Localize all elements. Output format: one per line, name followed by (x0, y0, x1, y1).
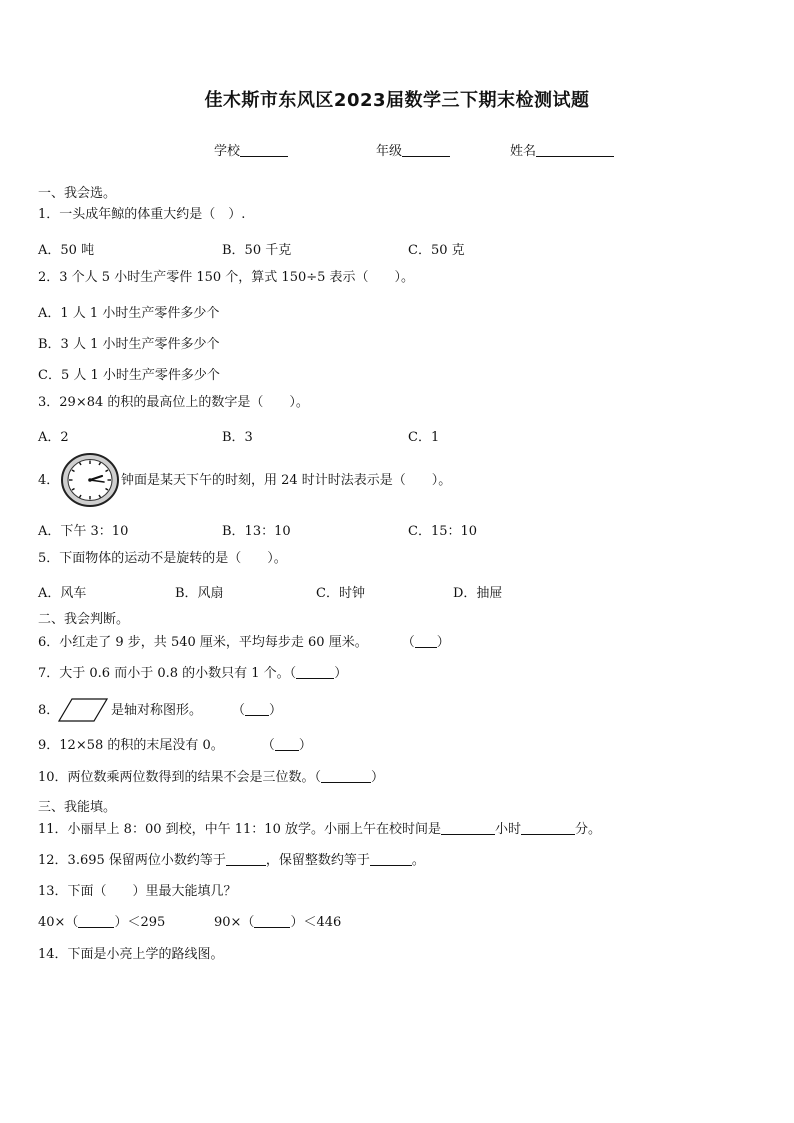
q6-paren-right: ） (436, 635, 450, 650)
question-11 (38, 822, 601, 838)
q11-minutes-blank[interactable] (521, 822, 575, 835)
q11-hours-label: 小时 (494, 822, 521, 837)
question-5: 5．下面物体的运动不是旋转的是（ ）。 (38, 551, 287, 566)
q1-option-a[interactable]: A．50 吨 (38, 243, 95, 258)
q8-paren-left: （ (232, 703, 246, 718)
question-9-text: 9．12×58 的积的末尾没有 0。 (38, 738, 224, 753)
q9-paren-left: （ (261, 738, 275, 753)
question-6-text: 6．小红走了 9 步，共 540 厘米，平均每步走 60 厘米。 (38, 635, 368, 650)
question-9 (38, 738, 312, 754)
q7-answer-blank[interactable] (296, 666, 334, 679)
q4-option-b[interactable]: B．13：10 (222, 524, 291, 539)
question-11-text: 11．小丽早上 8：00 到校，中午 11：10 放学。小丽上午在校时间是 (38, 822, 441, 837)
grade-blank[interactable] (402, 143, 450, 157)
question-13: 13．下面（ ）里最大能填几？ (38, 884, 237, 899)
q7-paren-right: ） (334, 666, 348, 681)
q5-option-d[interactable]: D．抽屉 (453, 586, 503, 601)
q13-a-blank[interactable] (78, 915, 114, 928)
q6-paren-left: （ (401, 635, 415, 650)
question-12 (38, 853, 425, 869)
q10-answer-blank[interactable] (321, 770, 371, 783)
q12-end: 。 (411, 853, 425, 868)
grade-label: 年级 (376, 144, 403, 159)
q12-integer-label: ，保留整数约等于 (265, 853, 370, 868)
q9-answer-blank[interactable] (275, 738, 299, 751)
q13-b-left: 90×（ (214, 915, 255, 930)
q13-item-a (38, 915, 165, 931)
question-3: 3．29×84 的积的最高位上的数字是（ ）。 (38, 395, 309, 410)
q1-option-c[interactable]: C．50 克 (408, 243, 465, 258)
school-label: 学校 (214, 144, 241, 159)
q4-option-c[interactable]: C．15：10 (408, 524, 478, 539)
q8-paren-right: ） (269, 703, 283, 718)
q3-option-b[interactable]: B．3 (222, 430, 253, 445)
grade-field (376, 140, 450, 159)
question-7-text: 7．大于 0.6 而小于 0.8 的小数只有 1 个。（ (38, 666, 297, 681)
question-4: 钟面是某天下午的时刻，用 24 时计时法表示是（ ）。 (121, 473, 452, 488)
section-heading-fill: 三、我能填。 (38, 800, 117, 815)
q11-hours-blank[interactable] (441, 822, 495, 835)
q13-b-right: ）＜446 (290, 915, 342, 930)
question-12-text: 12．3.695 保留两位小数约等于 (38, 853, 226, 868)
q10-paren-right: ） (371, 770, 385, 785)
q1-option-b[interactable]: B．50 千克 (222, 243, 292, 258)
clock-face-icon (60, 452, 120, 508)
q2-option-a[interactable]: A．1 人 1 小时生产零件多少个 (38, 306, 220, 321)
school-field (214, 140, 288, 159)
section-heading-choose: 一、我会选。 (38, 186, 117, 201)
q5-option-b[interactable]: B．风扇 (175, 586, 224, 601)
q5-option-c[interactable]: C．时钟 (316, 586, 365, 601)
q9-paren-right: ） (298, 738, 312, 753)
question-10-text: 10．两位数乘两位数得到的结果不会是三位数。（ (38, 770, 322, 785)
q11-minutes-label: 分。 (574, 822, 601, 837)
question-10 (38, 770, 384, 786)
question-1: 1．一头成年鲸的体重大约是（ ）. (38, 207, 246, 222)
question-8 (111, 703, 282, 719)
q3-option-c[interactable]: C．1 (408, 430, 440, 445)
parallelogram-icon (58, 697, 108, 723)
q12-two-decimal-blank[interactable] (226, 853, 266, 866)
q3-option-a[interactable]: A．2 (38, 430, 69, 445)
q13-a-left: 40×（ (38, 915, 79, 930)
q13-item-b (214, 915, 341, 931)
question-8-text: 是轴对称图形。 (111, 703, 203, 718)
question-7 (38, 666, 347, 682)
q5-option-a[interactable]: A．风车 (38, 586, 87, 601)
q6-answer-blank[interactable] (415, 635, 437, 648)
question-2: 2．3 个人 5 小时生产零件 150 个，算式 150÷5 表示（ ）。 (38, 270, 415, 285)
page-title: 佳木斯市东风区2023届数学三下期末检测试题 (204, 90, 590, 111)
name-blank[interactable] (536, 143, 614, 157)
question-6 (38, 635, 450, 651)
q4-option-a[interactable]: A．下午 3：10 (38, 524, 129, 539)
school-blank[interactable] (240, 143, 288, 157)
name-field (510, 140, 614, 159)
q12-integer-blank[interactable] (370, 853, 412, 866)
question-8-number: 8． (38, 703, 60, 718)
section-heading-judge: 二、我会判断。 (38, 612, 130, 627)
q13-a-right: ）＜295 (114, 915, 166, 930)
q8-answer-blank[interactable] (245, 703, 269, 716)
q2-option-b[interactable]: B．3 人 1 小时生产零件多少个 (38, 337, 220, 352)
question-4-number: 4． (38, 473, 60, 488)
question-14: 14．下面是小亮上学的路线图。 (38, 947, 224, 962)
q2-option-c[interactable]: C．5 人 1 小时生产零件多少个 (38, 368, 220, 383)
q13-b-blank[interactable] (254, 915, 290, 928)
name-label: 姓名 (510, 144, 537, 159)
